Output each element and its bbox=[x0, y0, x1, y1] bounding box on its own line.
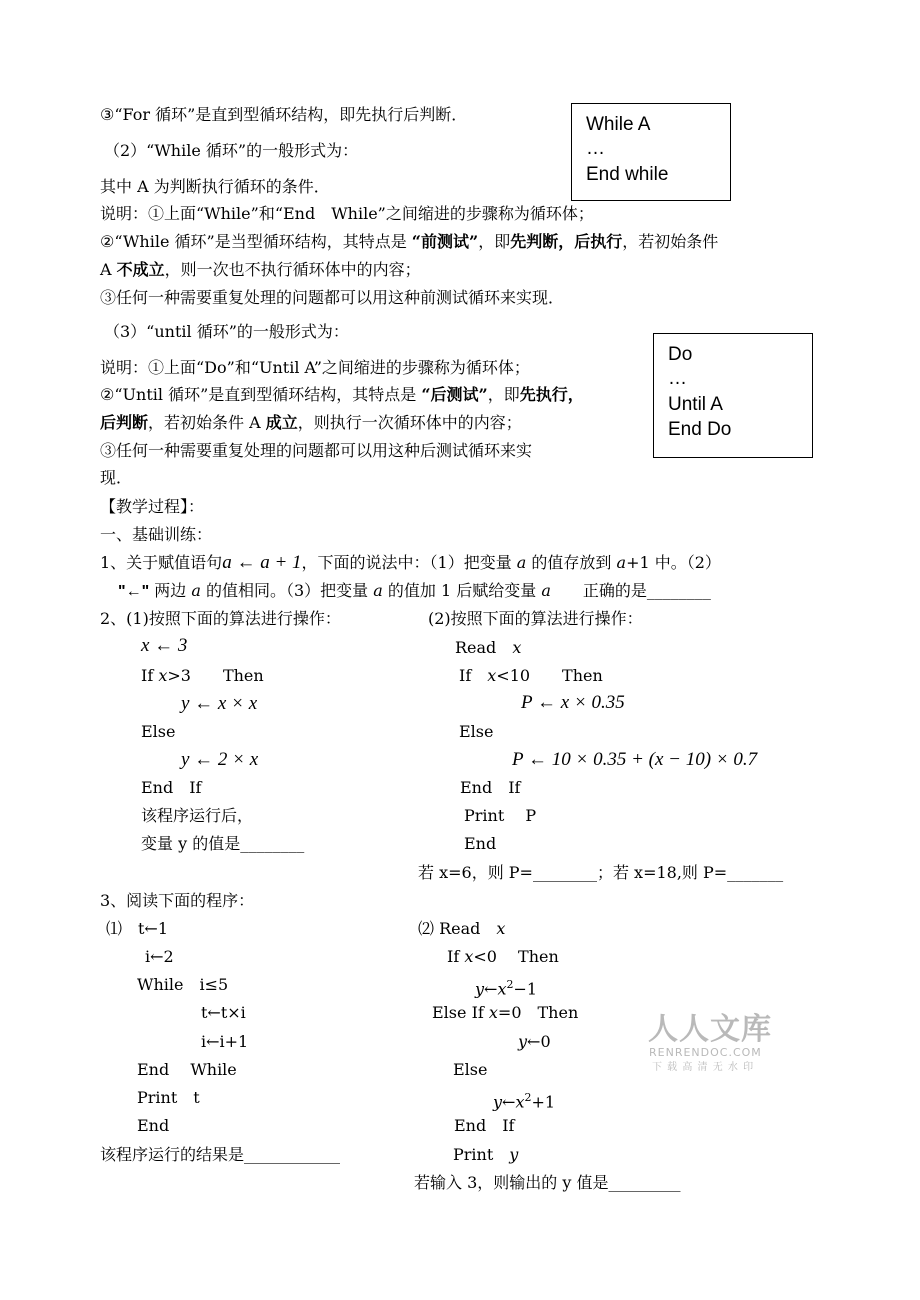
question-1-line-1: 1、关于赋值语句a ← a + 1，下面的说法中：（1）把变量 a 的值存放到 a+1 中。（2） bbox=[100, 552, 721, 573]
watermark-url: RENRENDOC.COM bbox=[649, 1046, 762, 1059]
q2-left-line-6: End If bbox=[141, 778, 202, 797]
until-box-line-4: End Do bbox=[668, 419, 732, 440]
q2-left-line-8: 变量 y 的值是________ bbox=[141, 834, 305, 853]
q2-right-line-7: Print P bbox=[464, 806, 537, 825]
q3-right-answer: 若输入 3，则输出的 y 值是_________ bbox=[414, 1173, 681, 1192]
while-loop-box bbox=[571, 103, 731, 201]
q3-left-line-4: t←t×i bbox=[201, 1003, 246, 1022]
watermark-logo: 人人文库 bbox=[648, 1012, 772, 1047]
q3-left-line-8: End bbox=[137, 1116, 170, 1135]
q3-left-line-1: ⑴ t←1 bbox=[106, 919, 169, 938]
while-note-2-cont: A 不成立，则一次也不执行循环体中的内容； bbox=[100, 260, 421, 279]
q3-right-line-2: If x<0 Then bbox=[447, 947, 559, 966]
q3-right-line-7: $y\leftarrow x^2+1$ bbox=[493, 1091, 556, 1112]
q3-left-line-6: End While bbox=[137, 1060, 237, 1079]
while-note-3: ③任何一种需要重复处理的问题都可以用这种前测试循环来实现． bbox=[100, 288, 565, 307]
q3-right-line-6: Else bbox=[453, 1060, 488, 1079]
q2-left-line-5: y ← 2 × x bbox=[181, 749, 259, 770]
while-condition: 其中 A 为判断执行循环的条件． bbox=[100, 177, 330, 196]
q2-left-line-2: If x>3 Then bbox=[141, 666, 264, 685]
q2-right-line-6: End If bbox=[460, 778, 521, 797]
while-heading: （2）“While 循环”的一般形式为： bbox=[104, 141, 359, 160]
until-box-line-2: … bbox=[668, 368, 687, 389]
question-2-left-heading: 2、(1)按照下面的算法进行操作： bbox=[100, 609, 341, 628]
q2-right-line-5: P ← 10 × 0.35 + (x − 10) × 0.7 bbox=[512, 749, 758, 770]
q2-left-line-3: y ← x × x bbox=[181, 693, 258, 714]
while-box-line-2: … bbox=[586, 138, 605, 159]
question-2-right-heading: (2)按照下面的算法进行操作： bbox=[428, 609, 643, 628]
question-1-line-2: "←" 两边 a 的值相同。（3）把变量 a 的值加 1 后赋给变量 a 正确的是________ bbox=[118, 581, 711, 600]
q3-left-line-2: i←2 bbox=[145, 947, 174, 966]
basic-training-heading: 一、基础训练： bbox=[100, 525, 213, 544]
while-note-1: 说明：①上面“While”和“End While”之间缩进的步骤称为循环体； bbox=[100, 204, 594, 223]
until-box-line-1: Do bbox=[668, 344, 693, 365]
teaching-heading: 【教学过程】： bbox=[100, 497, 205, 516]
q3-left-answer: 该程序运行的结果是____________ bbox=[100, 1145, 341, 1164]
q2-right-line-4: Else bbox=[459, 722, 494, 741]
question-3-heading: 3、阅读下面的程序： bbox=[100, 891, 255, 910]
while-box-line-3: End while bbox=[586, 164, 669, 185]
while-box-line-1: While A bbox=[586, 114, 651, 135]
q3-right-line-9: Print y bbox=[453, 1145, 519, 1164]
until-note-3-cont: 现． bbox=[100, 468, 133, 487]
q2-left-line-1: x ← 3 bbox=[141, 635, 188, 656]
q2-right-line-1: Read x bbox=[455, 638, 522, 657]
q3-left-line-5: i←i+1 bbox=[201, 1032, 249, 1051]
q3-right-line-1: ⑵ Read x bbox=[418, 919, 506, 938]
q2-left-line-4: Else bbox=[141, 722, 176, 741]
q3-right-line-3: $y\leftarrow x^2-1$ bbox=[475, 978, 538, 999]
q2-right-line-2: If x<10 Then bbox=[459, 666, 603, 685]
watermark-subtitle: 下 载 高 清 无 水 印 bbox=[652, 1062, 755, 1073]
until-loop-box bbox=[653, 333, 813, 458]
for-note-3: ③“For 循环”是直到型循环结构，即先执行后判断． bbox=[100, 105, 468, 124]
q3-right-line-4: Else If x=0 Then bbox=[432, 1003, 579, 1022]
q3-left-line-7: Print t bbox=[137, 1088, 200, 1107]
q2-right-answer: 若 x=6，则 P=________；若 x=18,则 P=_______ bbox=[418, 863, 784, 882]
q2-left-line-7: 该程序运行后， bbox=[141, 806, 254, 825]
until-note-2: ②“Until 循环”是直到型循环结构，其特点是 “后测试”，即先执行， bbox=[100, 385, 584, 404]
until-note-3: ③任何一种需要重复处理的问题都可以用这种后测试循环来实 bbox=[100, 441, 533, 460]
while-note-2: ②“While 循环”是当型循环结构，其特点是 “前测试”，即先判断，后执行，若初始条件 bbox=[100, 232, 719, 251]
q3-right-line-5: y←0 bbox=[518, 1032, 551, 1051]
q2-right-line-8: End bbox=[464, 834, 497, 853]
until-heading: （3）“until 循环”的一般形式为： bbox=[104, 322, 349, 341]
q3-right-line-8: End If bbox=[454, 1116, 515, 1135]
until-box-line-3: Until A bbox=[668, 394, 723, 415]
q3-left-line-3: While i≤5 bbox=[137, 975, 229, 994]
until-note-1: 说明：①上面“Do”和“Until A”之间缩进的步骤称为循环体； bbox=[100, 358, 530, 377]
until-note-2-cont: 后判断，若初始条件 A 成立，则执行一次循环体中的内容； bbox=[100, 413, 522, 432]
q2-right-line-3: P ← x × 0.35 bbox=[521, 692, 625, 713]
